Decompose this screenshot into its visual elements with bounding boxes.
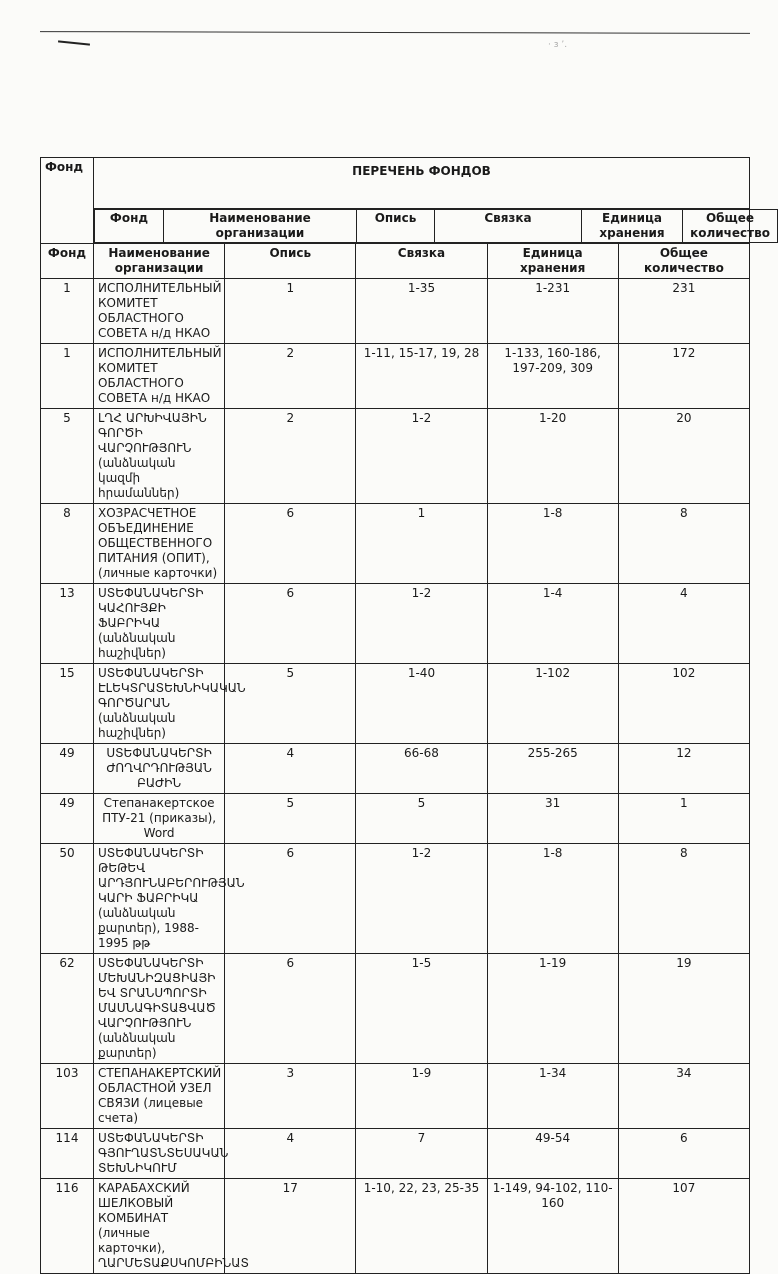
table-row: [41, 664, 750, 744]
page-title: ПЕРЕЧЕНЬ ФОНДОВ: [94, 158, 750, 209]
cell-svyazka: 66-68: [356, 744, 487, 794]
top-rule: [40, 31, 750, 34]
cell-total: 12: [618, 744, 749, 794]
cell-svyazka: 1-2: [356, 584, 487, 664]
speck-mark: · з ’.: [548, 40, 568, 50]
cell-unit: 1-149, 94-102, 110-160: [487, 1179, 618, 1274]
header-svyazka: Связка: [356, 244, 487, 279]
cell-svyazka: 7: [356, 1129, 487, 1179]
cell-unit: 1-8: [487, 504, 618, 584]
header-fond: Фонд: [41, 244, 94, 279]
cell-unit: 49-54: [487, 1129, 618, 1179]
header-total: Общее количество: [618, 244, 749, 279]
cell-unit: 1-19: [487, 954, 618, 1064]
inner-header-fond: Фонд: [95, 210, 164, 243]
cell-total: 19: [618, 954, 749, 1064]
cell-fond: 49: [41, 794, 94, 844]
inner-header-row: [41, 209, 750, 244]
inner-header-total: Общее количество: [683, 210, 778, 243]
table-row: [41, 344, 750, 409]
cell-opis: 6: [225, 584, 356, 664]
table-row: [41, 279, 750, 344]
cell-svyazka: 1-11, 15-17, 19, 28: [356, 344, 487, 409]
table-row: [41, 954, 750, 1064]
cell-svyazka: 1-5: [356, 954, 487, 1064]
cell-opis: 2: [225, 409, 356, 504]
cell-opis: 2: [225, 344, 356, 409]
cell-fond: 13: [41, 584, 94, 664]
cell-unit: 1-34: [487, 1064, 618, 1129]
cell-name: ИСПОЛНИТЕЛЬНЫЙ КОМИТЕТ ОБЛАСТНОГО СОВЕТА н/д НКАО: [94, 279, 225, 344]
cell-total: 172: [618, 344, 749, 409]
table-row: [41, 794, 750, 844]
cell-total: 8: [618, 504, 749, 584]
cell-name: Степанакертское ПТУ-21 (приказы), Word: [94, 794, 225, 844]
cell-opis: 4: [225, 1129, 356, 1179]
cell-opis: 5: [225, 664, 356, 744]
cell-fond: 8: [41, 504, 94, 584]
table-row: [41, 504, 750, 584]
cell-fond: 15: [41, 664, 94, 744]
table-row: [41, 844, 750, 954]
cell-name: ՍՏԵՓԱՆԱԿԵՐՏԻ ԷԼԵԿՏՐԱՏԵԽՆԻԿԱԿԱՆ ԳՈՐԾԱՐԱՆ (անձնական հաշիվներ): [94, 664, 225, 744]
cell-svyazka: 1-35: [356, 279, 487, 344]
cell-fond: 62: [41, 954, 94, 1064]
pen-mark: [58, 40, 90, 45]
cell-name: ՍՏԵՓԱՆԱԿԵՐՏԻ ՄԵԽԱՆԻԶԱՑԻԱՅԻ ԵՎ ՏՐԱՆՍՊՈՐՏԻ ՄԱՍՆԱԳԻՏԱՑՎԱԾ ՎԱՐՉՈՒԹՅՈՒՆ (անձնական քարտեր): [94, 954, 225, 1064]
cell-svyazka: 5: [356, 794, 487, 844]
table-row: [41, 1129, 750, 1179]
cell-total: 1: [618, 794, 749, 844]
cell-name: ՍՏԵՓԱՆԱԿԵՐՏԻ ԿԱՀՈՒՅՔԻ ՖԱԲՐԻԿԱ (անձնական հաշիվներ): [94, 584, 225, 664]
cell-unit: 1-133, 160-186, 197-209, 309: [487, 344, 618, 409]
cell-fond: 1: [41, 279, 94, 344]
cell-opis: 17: [225, 1179, 356, 1274]
cell-unit: 31: [487, 794, 618, 844]
cell-total: 4: [618, 584, 749, 664]
cell-opis: 1: [225, 279, 356, 344]
inner-header-cell: [94, 209, 770, 244]
cell-fond: 49: [41, 744, 94, 794]
cell-name: ԼՂՀ ԱՐԽԻՎԱՅԻՆ ԳՈՐԾԻ ՎԱՐՉՈՒԹՅՈՒՆ (անձնական կազմի հրամաններ): [94, 409, 225, 504]
cell-unit: 1-8: [487, 844, 618, 954]
cell-fond: 116: [41, 1179, 94, 1274]
cell-name: ИСПОЛНИТЕЛЬНЫЙ КОМИТЕТ ОБЛАСТНОГО СОВЕТА н/д НКАО: [94, 344, 225, 409]
column-header-row: [41, 244, 750, 279]
outer-fond-header: Фонд: [41, 158, 94, 244]
header-opis: Опись: [225, 244, 356, 279]
inner-header-table: [94, 209, 778, 243]
inner-header-opis: Опись: [357, 210, 435, 243]
inner-header-unit: Единица хранения: [582, 210, 683, 243]
fonds-table: [40, 157, 770, 1274]
cell-total: 6: [618, 1129, 749, 1179]
cell-total: 231: [618, 279, 749, 344]
table-row: [41, 1064, 750, 1129]
cell-opis: 6: [225, 844, 356, 954]
cell-name: ՍՏԵՓԱՆԱԿԵՐՏԻ ԹԵԹԵՎ ԱՐԴՅՈՒՆԱԲԵՐՈՒԹՅԱՆ ԿԱՐԻ ՖԱԲՐԻԿԱ (անձնական քարտեր), 1988-1995 թթ: [94, 844, 225, 954]
cell-fond: 114: [41, 1129, 94, 1179]
cell-total: 102: [618, 664, 749, 744]
cell-name: КАРАБАХСКИЙ ШЕЛКОВЫЙ КОМБИНАТ (личные карточки), ՂԱՐՄԵՏԱՔՍԿՈՄԲԻՆԱՏ: [94, 1179, 225, 1274]
cell-svyazka: 1-2: [356, 409, 487, 504]
cell-svyazka: 1-40: [356, 664, 487, 744]
cell-unit: 1-20: [487, 409, 618, 504]
header-name: Наименование организации: [94, 244, 225, 279]
cell-fond: 1: [41, 344, 94, 409]
cell-total: 34: [618, 1064, 749, 1129]
outer-header-row: [41, 158, 750, 209]
cell-total: 107: [618, 1179, 749, 1274]
cell-fond: 103: [41, 1064, 94, 1129]
cell-unit: 1-231: [487, 279, 618, 344]
cell-unit: 255-265: [487, 744, 618, 794]
cell-opis: 6: [225, 504, 356, 584]
cell-opis: 3: [225, 1064, 356, 1129]
table-row: [41, 584, 750, 664]
cell-unit: 1-4: [487, 584, 618, 664]
table-row: [41, 1179, 750, 1274]
cell-svyazka: 1-2: [356, 844, 487, 954]
header-unit: Единица хранения: [487, 244, 618, 279]
cell-name: ХОЗРАСЧЕТНОЕ ОБЪЕДИНЕНИЕ ОБЩЕСТВЕННОГО ПИТАНИЯ (ОПИТ), (личные карточки): [94, 504, 225, 584]
cell-opis: 4: [225, 744, 356, 794]
cell-svyazka: 1-10, 22, 23, 25-35: [356, 1179, 487, 1274]
cell-fond: 50: [41, 844, 94, 954]
cell-opis: 6: [225, 954, 356, 1064]
cell-total: 8: [618, 844, 749, 954]
table-row: [41, 409, 750, 504]
inner-header-name: Наименование организации: [164, 210, 357, 243]
cell-name: СТЕПАНАКЕРТСКИЙ ОБЛАСТНОЙ УЗЕЛ СВЯЗИ (лицевые счета): [94, 1064, 225, 1129]
inner-header-svyazka: Связка: [435, 210, 582, 243]
cell-fond: 5: [41, 409, 94, 504]
cell-unit: 1-102: [487, 664, 618, 744]
cell-svyazka: 1: [356, 504, 487, 584]
table-row: [41, 744, 750, 794]
cell-total: 20: [618, 409, 749, 504]
cell-svyazka: 1-9: [356, 1064, 487, 1129]
cell-name: ՍՏԵՓԱՆԱԿԵՐՏԻ ԺՈՂՎՐԴՈՒԹՅԱՆ ԲԱԺԻՆ: [94, 744, 225, 794]
cell-opis: 5: [225, 794, 356, 844]
cell-name: ՍՏԵՓԱՆԱԿԵՐՏԻ ԳՅՈՒՂԱՏՆՏԵՍԱԿԱՆ ՏԵԽՆԻԿՈՒՄ: [94, 1129, 225, 1179]
